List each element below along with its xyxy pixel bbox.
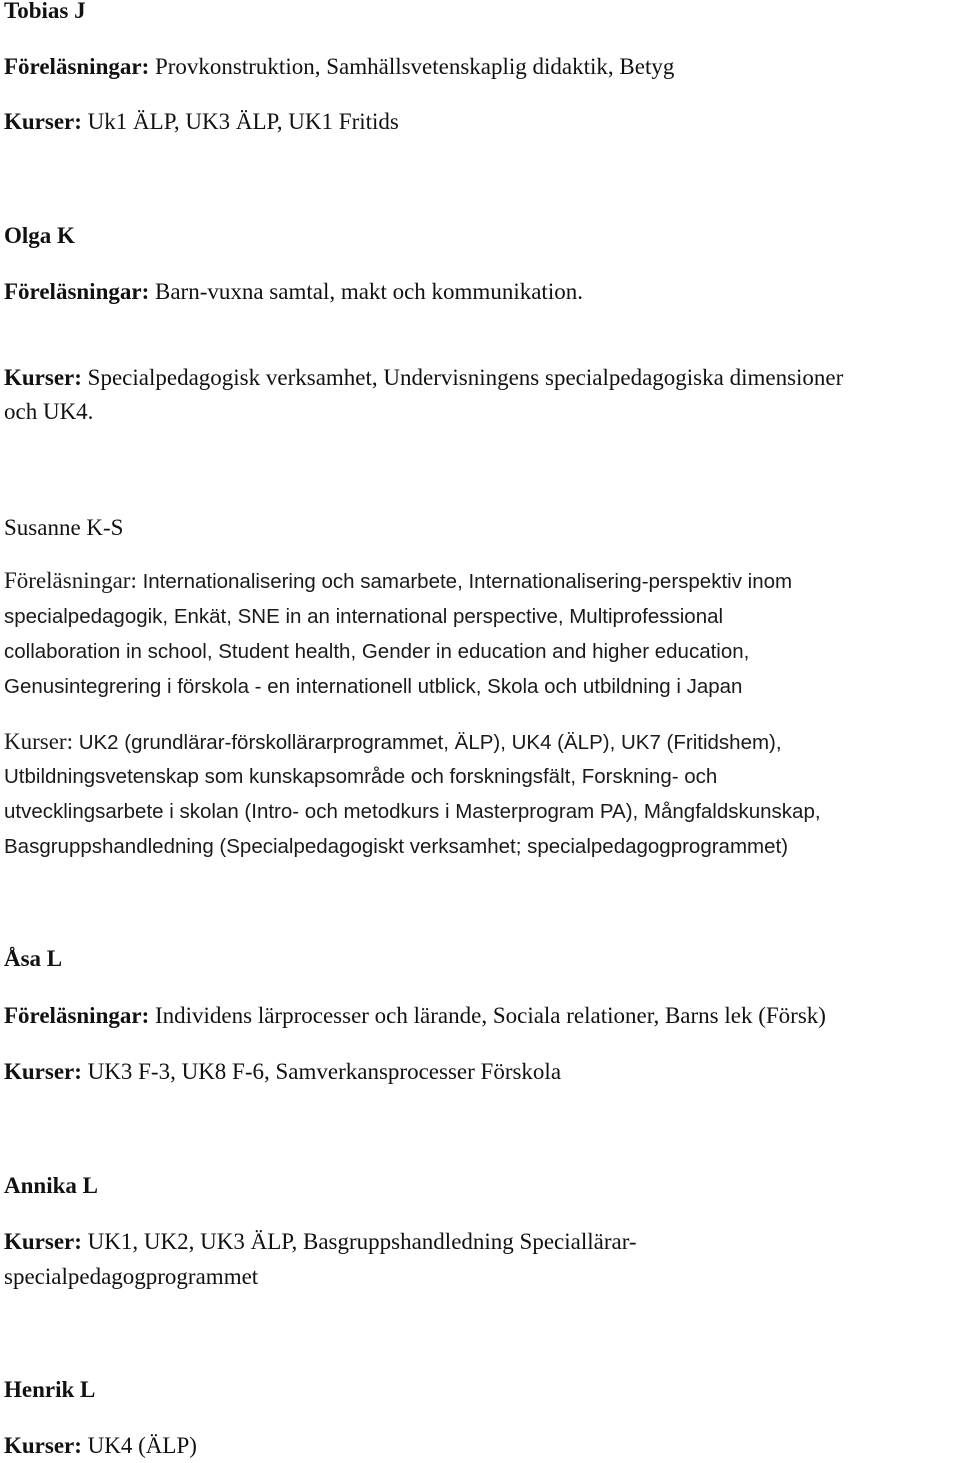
courses-text: UK4 (ÄLP) (87, 1433, 197, 1458)
lectures-text: Internationalisering och samarbete, Internationalisering-perspektiv inom (142, 570, 793, 593)
courses-text: Specialpedagogisk verksamhet, Undervisningens specialpedagogiska dimensioner (87, 365, 844, 390)
lectures-line (4, 52, 674, 82)
lectures-line (4, 566, 792, 597)
courses-line (4, 363, 843, 393)
person-name: Tobias J (4, 0, 86, 23)
courses-text-continued: Utbildningsvetenskap som kunskapsområde och forskningsfält, Forskning- och (4, 765, 718, 788)
courses-label: Kurser: (4, 1229, 82, 1254)
lectures-text-continued: Genusintegrering i förskola - en internationell utblick, Skola och utbildning i Japan (4, 675, 743, 698)
lectures-text-continued: collaboration in school, Student health, Gender in education and higher education, (4, 640, 750, 663)
courses-line (4, 1431, 197, 1461)
lectures-text: Provkonstruktion, Samhällsvetenskaplig didaktik, Betyg (154, 54, 675, 79)
lectures-label: Föreläsningar: (4, 279, 150, 304)
courses-label: Kurser: (4, 109, 82, 134)
courses-text: Uk1 ÄLP, UK3 ÄLP, UK1 Fritids (87, 109, 399, 134)
courses-line (4, 1057, 561, 1087)
courses-text-continued: Basgruppshandledning (Specialpedagogiskt verksamhet; specialpedagogprogrammet) (4, 835, 789, 858)
courses-label: Kurser: (4, 1433, 82, 1458)
courses-text-continued: och UK4. (4, 399, 94, 424)
courses-line (4, 727, 782, 758)
courses-text: UK1, UK2, UK3 ÄLP, Basgruppshandledning Speciallärar- (87, 1229, 637, 1254)
person-name: Olga K (4, 223, 75, 248)
person-name: Susanne K-S (4, 515, 124, 540)
lectures-label: Föreläsningar: (4, 568, 137, 593)
lectures-label: Föreläsningar: (4, 1003, 150, 1028)
lectures-text: Individens lärprocesser och lärande, Sociala relationer, Barns lek (Försk) (154, 1003, 826, 1028)
lectures-line (4, 277, 583, 307)
courses-text-continued: utvecklingsarbete i skolan (Intro- och metodkurs i Masterprogram PA), Mångfaldskunskap, (4, 800, 821, 823)
courses-text: UK3 F-3, UK8 F-6, Samverkansprocesser Förskola (87, 1059, 562, 1084)
lectures-line (4, 1001, 826, 1031)
person-name: Åsa L (4, 946, 63, 971)
person-name: Henrik L (4, 1377, 96, 1402)
courses-label: Kurser: (4, 1059, 82, 1084)
person-name: Annika L (4, 1173, 98, 1198)
courses-label: Kurser: (4, 729, 73, 754)
courses-text: UK2 (grundlärar-förskollärarprogrammet, ÄLP), UK4 (ÄLP), UK7 (Fritidshem), (78, 731, 782, 754)
courses-line (4, 1227, 637, 1257)
courses-text-continued: specialpedagogprogrammet (4, 1264, 259, 1289)
lectures-label: Föreläsningar: (4, 54, 150, 79)
lectures-text-continued: specialpedagogik, Enkät, SNE in an international perspective, Multiprofessional (4, 605, 724, 628)
courses-label: Kurser: (4, 365, 82, 390)
courses-line (4, 107, 399, 137)
lectures-text: Barn-vuxna samtal, makt och kommunikation. (154, 279, 583, 304)
